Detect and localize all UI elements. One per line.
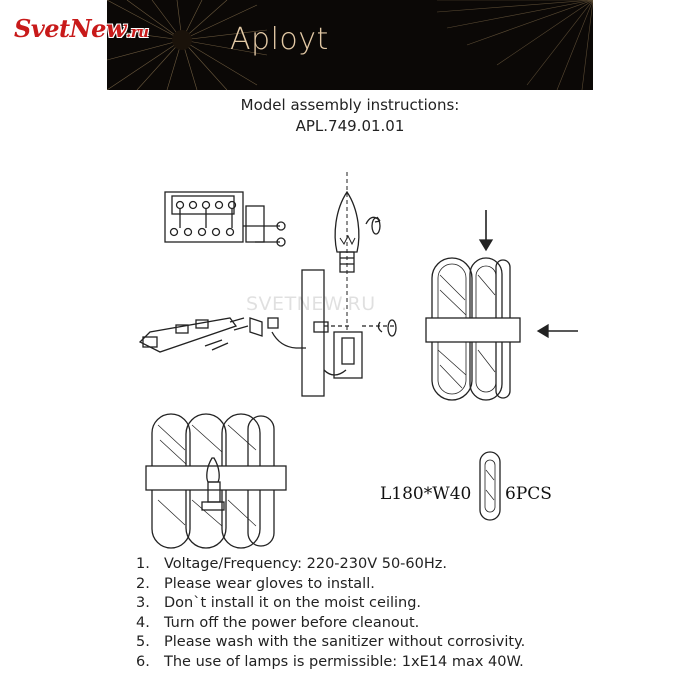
- crystal-quantity: 6PCS: [505, 484, 552, 504]
- note-item: [136, 576, 525, 596]
- wiring-diagram: [165, 192, 285, 246]
- instruction-notes: [136, 556, 525, 673]
- note-number: 3.: [136, 595, 150, 611]
- note-text: Don`t install it on the moist ceiling.: [164, 595, 422, 611]
- model-code: APL.749.01.01: [295, 117, 405, 135]
- brand-name: Aployt: [230, 22, 329, 57]
- note-number: 6.: [136, 653, 150, 670]
- crystal-shade-side-view: [426, 210, 578, 400]
- note-text: Turn off the power before cleanout.: [164, 614, 420, 631]
- note-text: Please wash with the sanitizer without corrosivity.: [164, 634, 526, 650]
- crystal-piece-drawing: [480, 452, 500, 520]
- note-text: Please wear gloves to install.: [164, 575, 375, 592]
- note-text: Voltage/Frequency: 220-230V 50-60Hz.: [164, 556, 447, 572]
- note-number: 4.: [136, 614, 150, 631]
- store-logo-main: SvetNew: [14, 14, 126, 43]
- note-number: 1.: [136, 556, 150, 572]
- store-logo-tld: .ru: [126, 23, 149, 41]
- note-item: [136, 556, 525, 576]
- document-title: Model assembly instructions:: [240, 96, 460, 114]
- note-text: The use of lamps is permissible: 1xE14 max 40W.: [164, 653, 524, 670]
- mounting-bracket-drawing: [140, 270, 396, 396]
- crystal-dimensions: L180*W40: [380, 484, 472, 504]
- note-item: [136, 595, 525, 615]
- note-item: [136, 615, 525, 635]
- note-number: 2.: [136, 575, 150, 592]
- note-item: [136, 654, 525, 674]
- note-item: [136, 634, 525, 654]
- note-number: 5.: [136, 634, 150, 650]
- watermark: SVETNEW.RU: [246, 293, 376, 315]
- assembled-lamp-front-view: [146, 414, 286, 548]
